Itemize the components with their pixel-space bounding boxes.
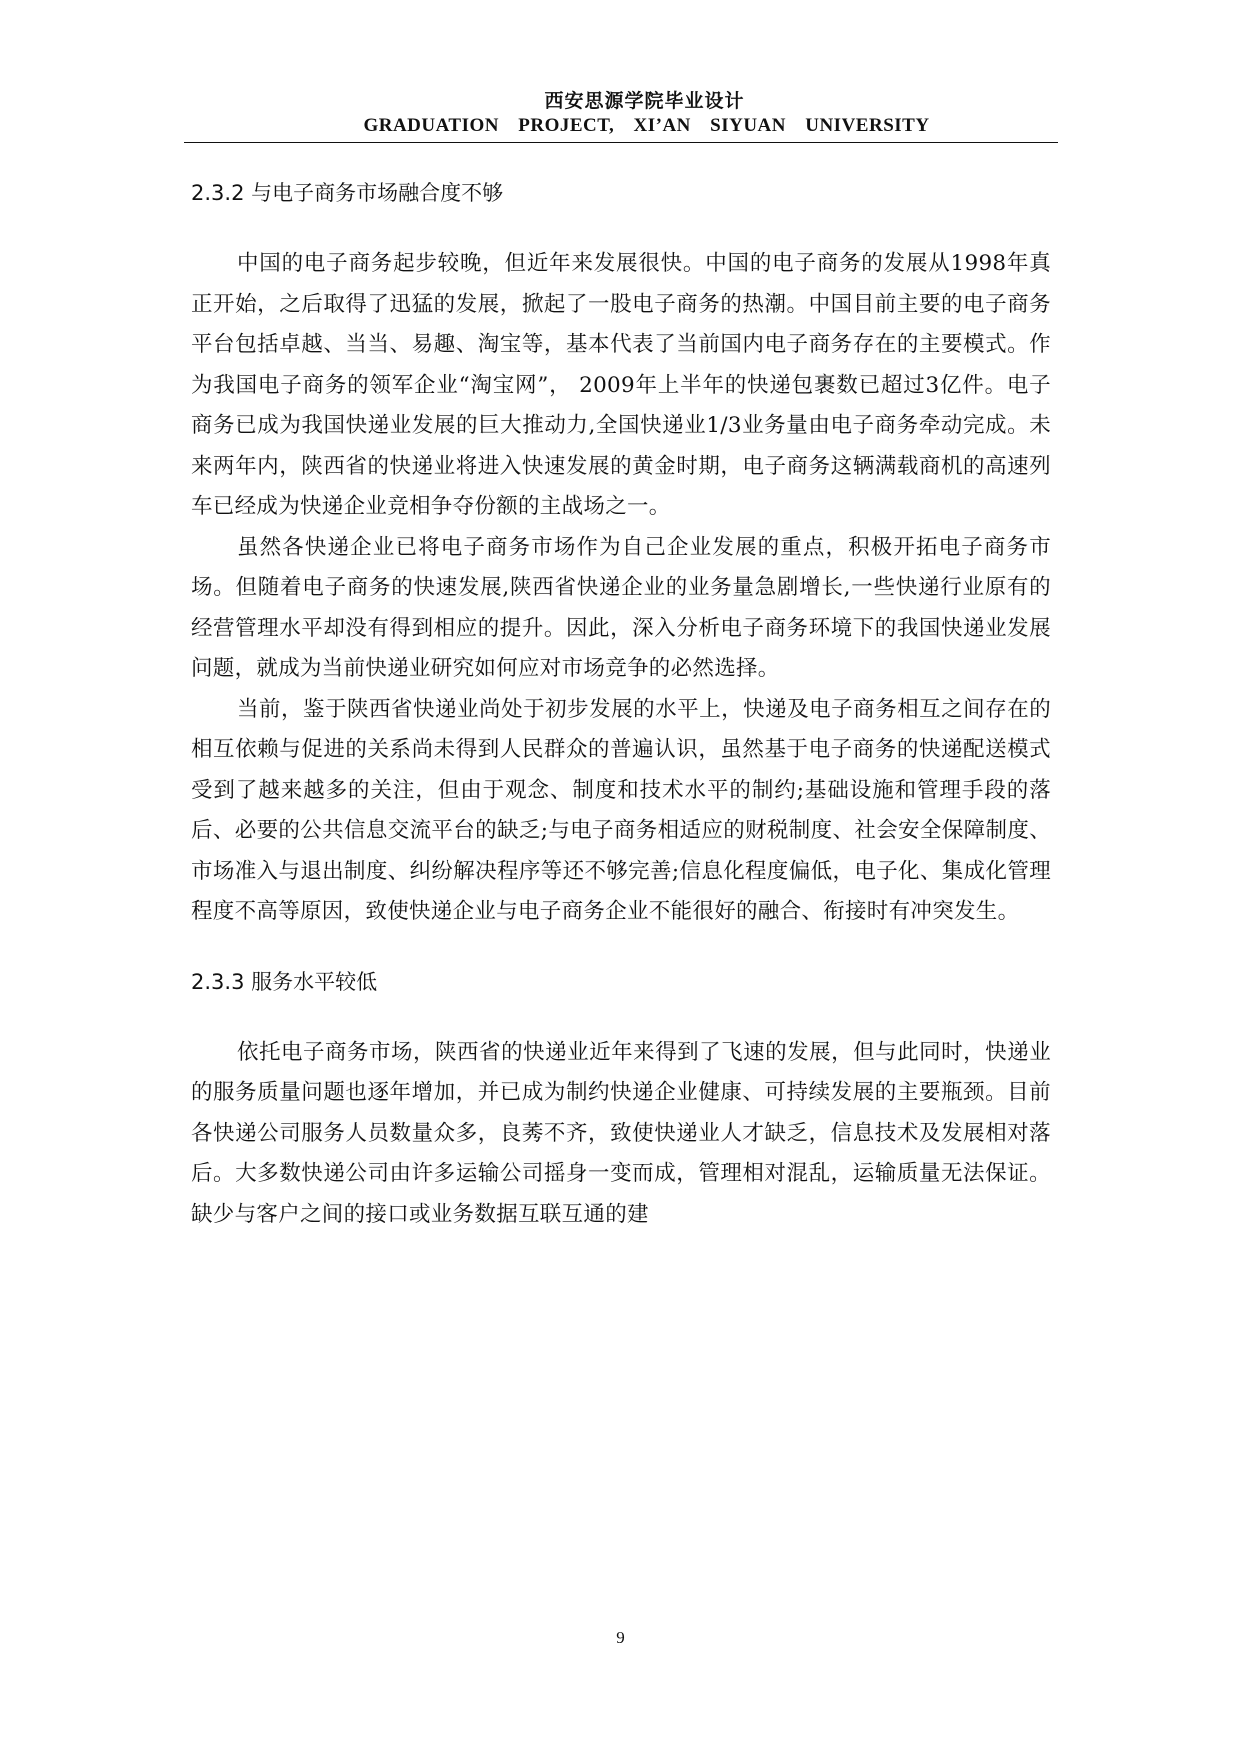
header-divider [184,142,1058,143]
page-number: 9 [616,1628,625,1647]
page-header [184,88,1059,138]
section-heading-2-3-3: 2.3.3 服务水平较低 [191,969,378,994]
section-heading-2-3-2: 2.3.2 与电子商务市场融合度不够 [191,181,504,205]
header-title-en: GRADUATION PROJECT, XI’AN SIYUAN UNIVERSITY [363,115,930,136]
paragraph: 依托电子商务市场，陕西省的快递业近年来得到了飞速的发展，但与此同时，快递业的服务质量问题也逐年增加，并已成为制约快递企业健康、可持续发展的主要瓶颈。目前各快递公司服务人员数量众多，良莠不齐，致使快递业人才缺乏，信息技术及发展相对落后。大多数快递公司由许多运输公司摇身一变而成，管理相对混乱，运输质量无法保证。缺少与客户之间的接口或业务数据互联互通的建 [191,1039,1051,1227]
header-title-cn: 西安思源学院毕业设计 [544,90,745,112]
paragraph: 当前，鉴于陕西省快递业尚处于初步发展的水平上，快递及电子商务相互之间存在的相互依赖与促进的关系尚未得到人民群众的普遍认识，虽然基于电子商务的快递配送模式受到了越来越多的关注，但由于观念、制度和技术水平的制约;基础设施和管理手段的落后、必要的公共信息交流平台的缺乏;与电子商务相适应的财税制度、社会安全保障制度、市场准入与退出制度、纠纷解决程序等还不够完善;信息化程度偏低，电子化、集成化管理程度不高等原因，致使快递企业与电子商务企业不能很好的融合、衔接时有冲突发生。 [191,696,1051,924]
paragraph: 虽然各快递企业已将电子商务市场作为自己企业发展的重点，积极开拓电子商务市场。但随着电子商务的快速发展,陕西省快递企业的业务量急剧增长,一些快递行业原有的经营管理水平却没有得到相应的提升。因此，深入分析电子商务环境下的我国快递业发展问题，就成为当前快递业研究如何应对市场竞争的必然选择。 [191,534,1051,681]
page-body [191,170,1051,1235]
paragraph: 中国的电子商务起步较晚，但近年来发展很快。中国的电子商务的发展从1998年真正开始，之后取得了迅猛的发展，掀起了一股电子商务的热潮。中国目前主要的电子商务平台包括卓越、当当、易趣、淘宝等，基本代表了当前国内电子商务存在的主要模式。作为我国电子商务的领军企业“淘宝网”， 2009年上半年的快递包裹数已超过3亿件。电子商务已成为我国快递业发展的巨大推动力,全国快递业1/3业务量由电子商务牵动完成。未来两年内，陕西省的快递业将进入快速发展的黄金时期，电子商务这辆满载商机的高速列车已经成为快递企业竞相争夺份额的主战场之一。 [191,251,1051,519]
